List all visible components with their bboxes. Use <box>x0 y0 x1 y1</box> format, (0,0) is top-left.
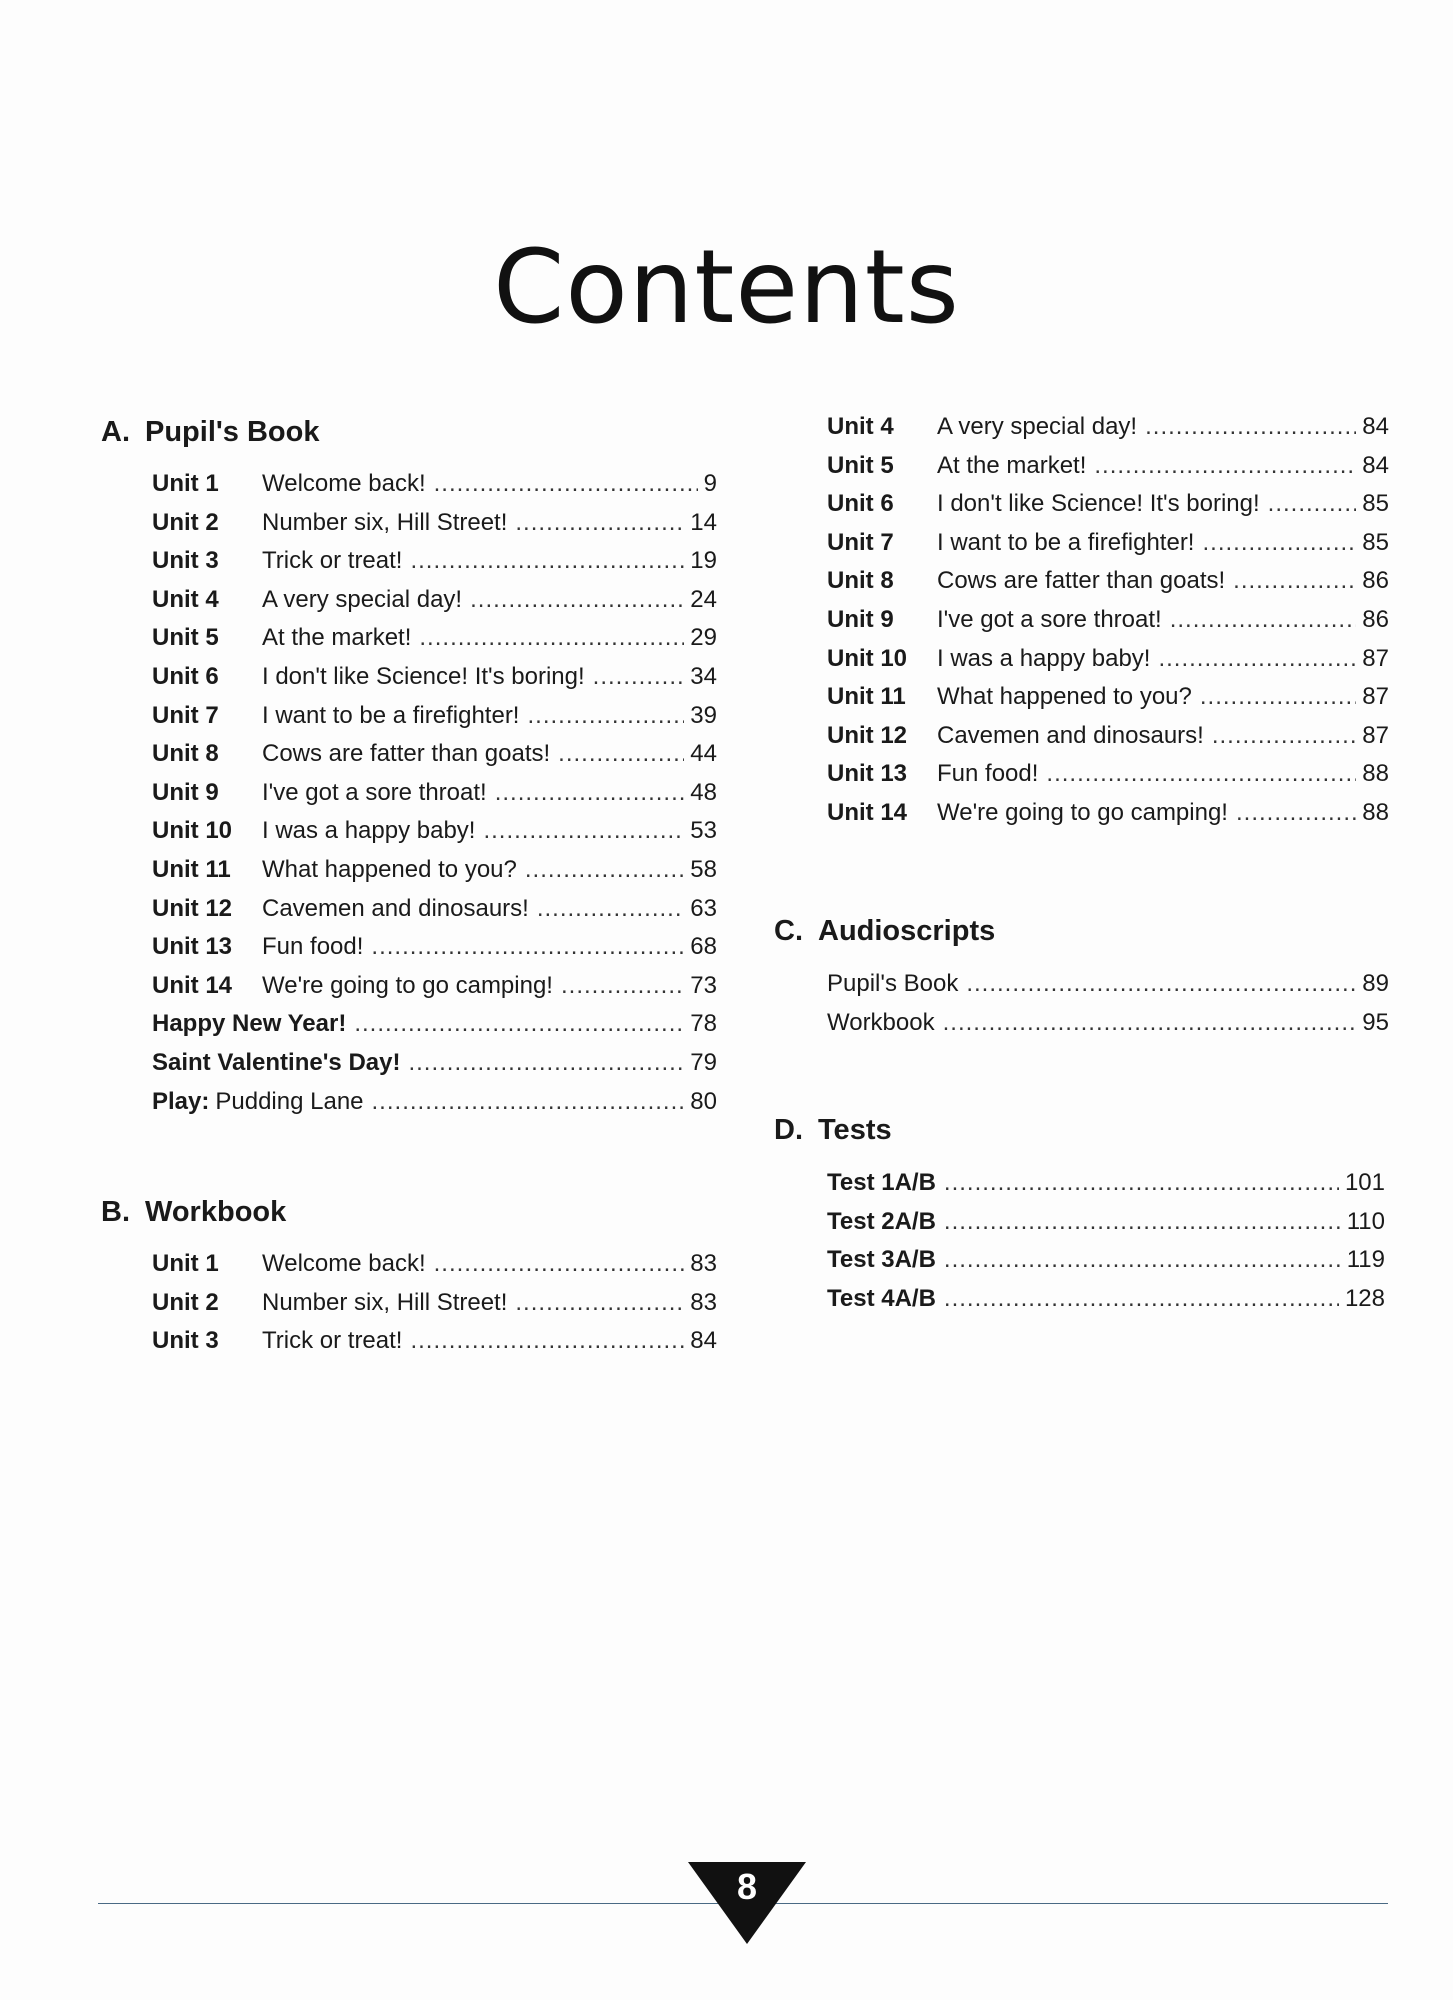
section-title: Audioscripts <box>818 915 996 947</box>
dot-leader <box>561 972 684 1000</box>
toc-entry <box>827 760 1389 799</box>
entry-page-number: 86 <box>1362 567 1389 595</box>
entry-title: Trick or treat! <box>262 547 403 575</box>
dot-leader <box>944 1169 1339 1197</box>
entry-page-number: 14 <box>690 508 717 536</box>
entry-title: Cavemen and dinosaurs! <box>937 721 1204 749</box>
entry-title: Welcome back! <box>262 1250 426 1277</box>
entry-label: Unit 10 <box>152 817 233 845</box>
entry-label: Unit 11 <box>152 855 231 883</box>
entry-label: Unit 14 <box>827 798 908 826</box>
entry-label: Test 4A/B <box>827 1284 936 1312</box>
dot-leader <box>944 1246 1341 1274</box>
entry-page-number: 95 <box>1362 1008 1389 1036</box>
toc-entry <box>827 970 1389 1009</box>
entry-title: What happened to you? <box>262 855 517 883</box>
entry-title: I don't like Science! It's boring! <box>937 490 1260 518</box>
entry-label: Unit 7 <box>152 701 219 729</box>
entry-page-number: 53 <box>690 817 717 845</box>
entry-page-number: 83 <box>690 1250 717 1277</box>
toc-entry <box>152 1327 717 1366</box>
entry-title: Number six, Hill Street! <box>262 508 508 536</box>
toc-entry <box>827 452 1389 491</box>
entry-title: A very special day! <box>262 585 463 613</box>
toc-entry <box>827 606 1389 645</box>
toc-entry <box>827 1208 1385 1247</box>
entry-label: Saint Valentine's Day! <box>152 1048 401 1076</box>
entry-title: What happened to you? <box>937 683 1192 711</box>
entry-page-number: 68 <box>690 933 717 961</box>
toc-entry <box>152 895 717 934</box>
entry-label: Test 2A/B <box>827 1207 936 1235</box>
dot-leader <box>1202 529 1356 557</box>
toc-entry <box>827 1285 1385 1324</box>
dot-leader <box>434 1250 685 1278</box>
entry-page-number: 78 <box>690 1010 717 1038</box>
entry-label: Unit 8 <box>152 740 219 768</box>
section-title: Pupil's Book <box>145 416 320 448</box>
dot-leader <box>495 779 685 807</box>
entry-page-number: 83 <box>690 1288 717 1316</box>
toc-entry <box>152 1250 717 1289</box>
entry-label: Unit 6 <box>152 662 219 690</box>
entry-title: I've got a sore throat! <box>262 778 487 806</box>
section-letter: C. <box>774 915 803 947</box>
entry-title: Fun food! <box>937 760 1039 788</box>
entry-page-number: 119 <box>1346 1246 1385 1274</box>
entry-title: At the market! <box>262 624 412 652</box>
toc-entry <box>827 1169 1385 1208</box>
entry-label: Unit 4 <box>152 585 219 613</box>
entry-page-number: 73 <box>690 971 717 999</box>
workbook-list <box>152 1250 717 1366</box>
toc-entry <box>152 1049 717 1088</box>
toc-entry <box>827 683 1389 722</box>
entry-label: Unit 3 <box>152 547 219 575</box>
dot-leader <box>558 740 684 768</box>
entry-title: Number six, Hill Street! <box>262 1288 508 1316</box>
entry-title: Pupil's Book <box>827 970 959 997</box>
section-heading-tests <box>774 1114 892 1147</box>
dot-leader <box>515 509 684 537</box>
entry-page-number: 80 <box>690 1087 717 1115</box>
section-heading-audioscripts <box>774 915 995 948</box>
entry-page-number: 48 <box>690 778 717 806</box>
toc-entry <box>827 529 1389 568</box>
entry-page-number: 84 <box>1362 413 1389 440</box>
tests-list <box>827 1169 1385 1323</box>
entry-page-number: 58 <box>690 855 717 883</box>
toc-entry <box>152 817 717 856</box>
dot-leader <box>1200 683 1356 711</box>
toc-entry <box>152 972 717 1011</box>
dot-leader <box>593 663 685 691</box>
entry-page-number: 63 <box>690 894 717 922</box>
dot-leader <box>537 895 684 923</box>
entry-label: Unit 9 <box>152 778 219 806</box>
entry-page-number: 110 <box>1346 1207 1385 1235</box>
dot-leader <box>1236 799 1356 827</box>
entry-label: Unit 12 <box>827 721 908 749</box>
entry-label: Unit 5 <box>152 624 219 652</box>
entry-label: Unit 3 <box>152 1327 219 1355</box>
entry-label: Unit 5 <box>827 451 894 479</box>
entry-title: We're going to go camping! <box>937 798 1228 826</box>
toc-entry <box>827 1009 1389 1048</box>
entry-title: Fun food! <box>262 933 364 961</box>
dot-leader <box>527 702 684 730</box>
toc-entry <box>152 547 717 586</box>
toc-entry <box>827 799 1389 838</box>
toc-entry <box>827 567 1389 606</box>
entry-page-number: 34 <box>690 662 717 690</box>
section-heading-pupils-book <box>101 416 319 449</box>
entry-page-number: 84 <box>1362 451 1389 479</box>
toc-entry <box>152 933 717 972</box>
entry-title: Welcome back! <box>262 470 426 497</box>
entry-title: I don't like Science! It's boring! <box>262 662 585 690</box>
toc-entry <box>827 1246 1385 1285</box>
toc-entry <box>152 586 717 625</box>
entry-page-number: 9 <box>703 470 717 497</box>
dot-leader <box>434 470 698 498</box>
entry-label: Unit 13 <box>827 760 908 788</box>
dot-leader <box>515 1289 684 1317</box>
entry-title: Workbook <box>827 1008 935 1036</box>
entry-label: Unit 9 <box>827 605 894 633</box>
dot-leader <box>410 1327 684 1355</box>
section-title: Tests <box>818 1114 892 1146</box>
toc-entry <box>152 1289 717 1328</box>
entry-page-number: 84 <box>690 1327 717 1355</box>
entry-page-number: 79 <box>690 1048 717 1076</box>
entry-page-number: 85 <box>1362 490 1389 518</box>
entry-label: Unit 2 <box>152 1288 219 1316</box>
dot-leader <box>944 1208 1341 1236</box>
dot-leader <box>1212 722 1356 750</box>
toc-entry <box>152 1010 717 1049</box>
dot-leader <box>470 586 684 614</box>
section-title: Workbook <box>145 1196 287 1228</box>
dot-leader <box>1094 452 1356 480</box>
dot-leader <box>944 1285 1339 1313</box>
dot-leader <box>410 547 684 575</box>
dot-leader <box>1046 760 1356 788</box>
page-number: 8 <box>736 1866 758 1907</box>
entry-label: Unit 6 <box>827 490 894 518</box>
dot-leader <box>525 856 684 884</box>
entry-label: Unit 13 <box>152 933 233 961</box>
toc-entry <box>827 490 1389 529</box>
entry-label: Unit 11 <box>827 683 906 711</box>
toc-entry <box>152 740 717 779</box>
entry-page-number: 86 <box>1362 605 1389 633</box>
section-letter: A. <box>101 416 130 448</box>
dot-leader <box>372 1088 685 1116</box>
dot-leader <box>1145 413 1356 441</box>
entry-label: Happy New Year! <box>152 1010 347 1038</box>
toc-entry <box>152 624 717 663</box>
toc-entry <box>152 856 717 895</box>
entry-page-number: 24 <box>690 585 717 613</box>
toc-entry <box>152 1088 717 1127</box>
entry-label: Unit 8 <box>827 567 894 595</box>
entry-label: Unit 14 <box>152 971 233 999</box>
toc-entry <box>827 722 1389 761</box>
entry-label: Test 1A/B <box>827 1169 936 1196</box>
entry-page-number: 85 <box>1362 528 1389 556</box>
page-title: Contents <box>493 228 960 347</box>
toc-entry <box>152 663 717 702</box>
entry-page-number: 101 <box>1344 1169 1385 1196</box>
entry-title: I was a happy baby! <box>262 817 476 845</box>
entry-label: Unit 1 <box>152 470 219 497</box>
entry-title: We're going to go camping! <box>262 971 553 999</box>
entry-page-number: 88 <box>1362 798 1389 826</box>
dot-leader <box>483 817 684 845</box>
pupils-book-list <box>152 470 717 1126</box>
entry-title: I've got a sore throat! <box>937 605 1162 633</box>
entry-title: I want to be a firefighter! <box>937 528 1195 556</box>
entry-label: Unit 12 <box>152 894 233 922</box>
entry-label: Play: <box>152 1087 210 1115</box>
entry-title: I was a happy baby! <box>937 644 1151 672</box>
dot-leader <box>1233 567 1356 595</box>
entry-page-number: 39 <box>690 701 717 729</box>
entry-page-number: 87 <box>1362 644 1389 672</box>
dot-leader <box>354 1010 684 1038</box>
entry-page-number: 89 <box>1362 970 1389 997</box>
entry-label: Unit 2 <box>152 508 219 536</box>
entry-label: Unit 1 <box>152 1250 219 1277</box>
entry-title: Trick or treat! <box>262 1327 403 1355</box>
section-letter: D. <box>774 1114 803 1146</box>
entry-title: Pudding Lane <box>215 1087 364 1115</box>
section-letter: B. <box>101 1196 130 1228</box>
audioscripts-list <box>827 970 1389 1047</box>
entry-page-number: 19 <box>690 547 717 575</box>
entry-title: A very special day! <box>937 413 1138 440</box>
entry-title: Cows are fatter than goats! <box>937 567 1226 595</box>
dot-leader <box>1158 645 1356 673</box>
dot-leader <box>371 933 684 961</box>
entry-page-number: 128 <box>1344 1284 1385 1312</box>
entry-title: I want to be a firefighter! <box>262 701 520 729</box>
toc-entry <box>827 413 1389 452</box>
entry-page-number: 29 <box>690 624 717 652</box>
dot-leader <box>1268 490 1357 518</box>
entry-title: Cavemen and dinosaurs! <box>262 894 529 922</box>
entry-page-number: 88 <box>1362 760 1389 788</box>
toc-entry <box>152 779 717 818</box>
toc-entry <box>152 702 717 741</box>
entry-label: Unit 10 <box>827 644 908 672</box>
toc-entry <box>827 645 1389 684</box>
entry-title: Cows are fatter than goats! <box>262 740 551 768</box>
entry-page-number: 87 <box>1362 721 1389 749</box>
entry-page-number: 44 <box>690 740 717 768</box>
entry-label: Unit 7 <box>827 528 894 556</box>
section-heading-workbook <box>101 1196 286 1229</box>
toc-entry <box>152 509 717 548</box>
entry-label: Test 3A/B <box>827 1246 936 1274</box>
entry-title: At the market! <box>937 451 1087 479</box>
entry-page-number: 87 <box>1362 683 1389 711</box>
workbook-list-continued <box>827 413 1389 838</box>
dot-leader <box>419 624 684 652</box>
dot-leader <box>1170 606 1357 634</box>
entry-label: Unit 4 <box>827 413 894 440</box>
toc-entry <box>152 470 717 509</box>
dot-leader <box>408 1049 684 1077</box>
dot-leader <box>943 1009 1357 1037</box>
dot-leader <box>966 970 1356 998</box>
